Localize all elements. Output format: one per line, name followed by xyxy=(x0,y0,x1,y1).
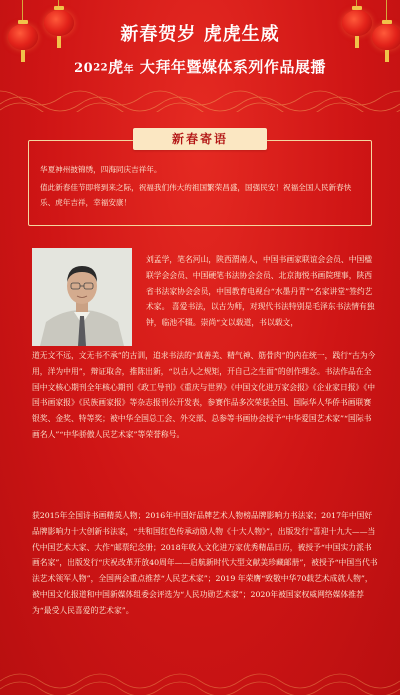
lantern-string xyxy=(22,0,23,20)
bio-intro: 刘孟学，笔名河山，陕西渭南人，中国书画家联谊会会员、中国楹联学会会员、中国硬笔书法协会会员、北京海悦书画院理事，陕西省书法家协会会员，中国教育电视台“水墨丹青”“名家讲堂”签约艺术家。 喜爱书法，以古为师，对现代书法特别是毛泽东书法情有独钟，临池不辍。崇尚“文以载道，书以载文， xyxy=(146,255,375,328)
bottom-wave-decoration xyxy=(0,667,400,695)
greeting-label: 新春寄语 xyxy=(133,128,267,150)
tiger-char: 虎 xyxy=(108,58,124,76)
year-word: 年 xyxy=(123,64,135,76)
page-title: 新春贺岁 虎虎生威 xyxy=(120,24,280,45)
bio-body: 道无文不远，文无书不承”的古训，追求书法的“真善美、精气神、筋骨肉”的内在统一，践行“古为今用，洋为中用”，辩证取舍，推陈出新，“以古人之规矩，开自己之生面”的创作理念。书法作品在全国中文核心期刊全年核心期刊《政工导刊》《重庆与世界》《中国文化进万家会报》《企业家日报》《中国书画家报》《民族画家报》等杂志报刊公开发表，参赛作品多次荣获全国、国际华人华侨书画联赛银奖、金奖、特等奖；被中华全国总工会、外交部、总参等书画协会授予“中华爱国艺术家”“国际书画名人”“中华骄傲人民艺术家”等荣誉称号。 xyxy=(32,351,376,439)
portrait-illustration xyxy=(32,248,132,346)
year-prefix: 20 xyxy=(74,61,94,76)
greeting-text xyxy=(40,162,362,210)
lantern-string xyxy=(386,0,387,20)
year-suffix: 22 xyxy=(93,62,109,74)
artist-portrait xyxy=(32,248,132,346)
greeting-line: 华夏神州披锦绣，四海同庆吉祥年。 xyxy=(40,165,162,174)
greeting-line: 值此新春佳节即将到来之际，祝福我们伟大的祖国繁荣昌盛，国强民安！祝福全国人民新春快乐、虎年吉祥，幸福安康！ xyxy=(40,183,352,207)
bio-honors: 获2015年全国诗书画精英人物；2016年中国好品牌艺术人物榜品牌影响力书法家；2017年中国好品牌影响力十大创新书法家，“共和国红色传承动励人物《十大人物》”，出版发行“喜迎十九大——当代中国艺术大家、大作”邮票纪念册；2018年收入文化进万家优秀精品日历，被授予“中国实力派书画名家”，出版发行“庆祝改革开放40周年——启航新时代大型文献美珍藏邮册”，被授予“中国当代书法艺术领军人物”，全国两会重点推荐“人民艺术家”；2019 年荣膺“致敬中华70载艺术成就人物”，被中国文化报道和中国新媒体组委会评选为“人民功勋艺术家”；2020年被国家权威网络媒体推荐为“最受人民喜爱的艺术家”。 xyxy=(32,511,378,615)
wave-decoration xyxy=(0,82,400,112)
page-subtitle xyxy=(0,56,400,77)
subtitle-rest: 大拜年暨媒体系列作品展播 xyxy=(139,58,326,76)
